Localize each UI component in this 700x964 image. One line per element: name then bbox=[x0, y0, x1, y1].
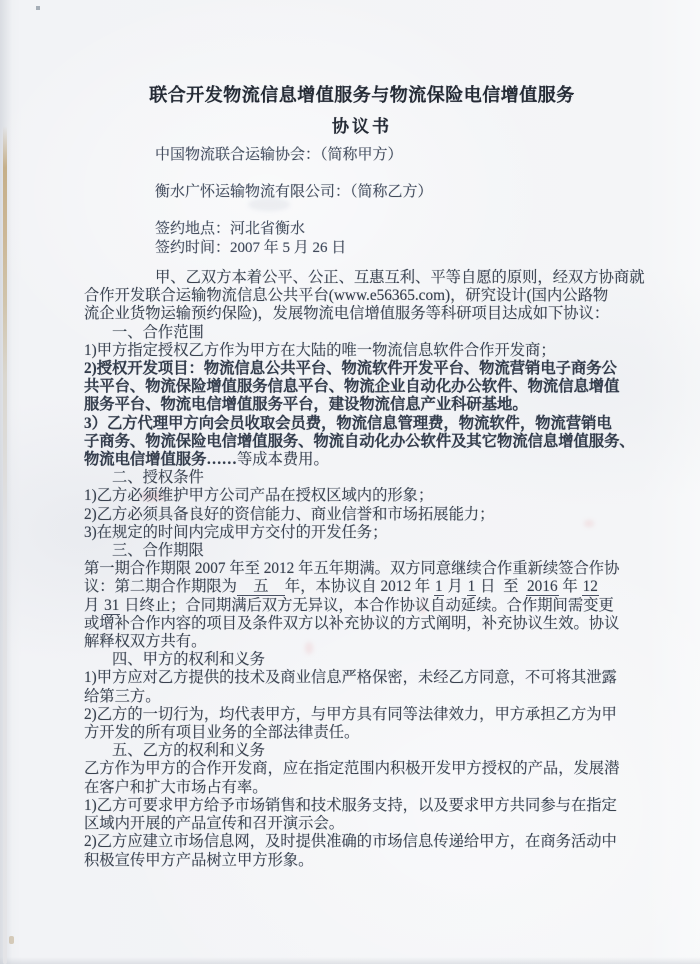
document-title-block bbox=[84, 84, 640, 137]
document-line bbox=[84, 560, 640, 578]
scan-bottom-shadow bbox=[0, 957, 700, 964]
line-text: 1)乙方必须维护甲方公司产品在授权区域内的形象； bbox=[84, 487, 434, 505]
line-text: 在客户和扩大市场占有率。 bbox=[84, 778, 268, 796]
scan-edge-dot bbox=[9, 936, 14, 944]
line-text: 物流电信增值服务…… bbox=[84, 451, 237, 469]
parties-block bbox=[84, 146, 640, 257]
line-text: 流企业货物运输预约保险)，发展物流电信增值服务等科研项目达成如下协议： bbox=[84, 305, 610, 323]
document-line bbox=[84, 287, 640, 305]
line-text: 1)甲方应对乙方提供的技术及商业信息严格保密，未经乙方同意，不可将其泄露 bbox=[84, 669, 617, 687]
line-text: 2)乙方必须具备良好的资信能力、商业信誉和市场拓展能力； bbox=[84, 505, 495, 523]
document-content bbox=[84, 84, 645, 870]
line-text: 1)乙方可要求甲方给予市场销售和技术服务支持，以及要求甲方共同参与在指定 bbox=[84, 796, 617, 814]
line-text: 共平台、物流保险增值服务信息平台、物流企业自动化办公软件、物流信息增值 bbox=[84, 378, 620, 396]
line-text: 甲、乙双方本着公平、公正、互惠互利、平等自愿的原则，经双方协商就 bbox=[155, 269, 645, 286]
document-line bbox=[84, 815, 640, 833]
line-text: 或增补合作内容的项目及条件双方以补充协议的方式阐明，补充协议生效。协议 bbox=[84, 614, 620, 632]
document-line bbox=[84, 797, 640, 815]
line-text: 给第三方。 bbox=[84, 687, 161, 705]
line-text: 方开发的所有项目业务的全部法律责任。 bbox=[84, 724, 360, 742]
line-text: 五、乙方的权利和义务 bbox=[112, 742, 265, 760]
document-line bbox=[84, 378, 640, 396]
line-text: 第一期合作期限 2007 年至 2012 年五年期满。双方同意继续合作重新续签合作协 bbox=[84, 560, 620, 578]
scan-speck bbox=[36, 6, 40, 10]
line-text: 年，本协议自 2012 年 bbox=[284, 578, 435, 596]
line-text: 年 bbox=[558, 578, 582, 596]
party-b-line: 衡水广怀运输物流有限公司：（简称乙方） bbox=[155, 184, 433, 200]
document-line bbox=[84, 542, 640, 560]
document-body bbox=[84, 269, 645, 870]
line-text: 日终止；合同期满后双方无异议，本合作协议自动延续。合作期间需变更 bbox=[120, 596, 614, 614]
document-title: 联合开发物流信息增值服务与物流保险电信增值服务 bbox=[149, 85, 575, 105]
document-line bbox=[84, 415, 640, 433]
document-line bbox=[84, 669, 640, 687]
sign-date-line: 签约时间：2007 年 5 月 26 日 bbox=[155, 239, 347, 256]
line-text: 议：第二期合作期限为 bbox=[84, 578, 237, 596]
line-text: 解释权双方共有。 bbox=[84, 633, 207, 651]
document-line bbox=[84, 506, 640, 524]
document-line bbox=[84, 688, 640, 706]
line-text: 2)乙方的一切行为，均代表甲方，与甲方具有同等法律效力，甲方承担乙方为甲 bbox=[84, 705, 617, 723]
underlined-field: 1 bbox=[467, 578, 476, 596]
underlined-field: 1 bbox=[435, 578, 443, 596]
document-line bbox=[84, 324, 640, 342]
line-text: 一、合作范围 bbox=[112, 323, 204, 341]
document-line bbox=[84, 779, 640, 797]
line-text: 3）乙方代理甲方向会员收取会员费，物流信息管理费，物流软件，物流营销电 bbox=[84, 414, 612, 432]
document-line bbox=[84, 578, 640, 596]
underlined-field: 12 bbox=[582, 578, 598, 596]
document-line bbox=[84, 342, 640, 360]
document-line bbox=[84, 360, 640, 378]
line-text: 2)授权开发项目：物流信息公共平台、物流软件开发平台、物流营销电子商务公 bbox=[84, 360, 617, 378]
document-line bbox=[84, 597, 640, 615]
underlined-field: 五 bbox=[237, 578, 284, 596]
underlined-field: 2016 bbox=[527, 578, 558, 596]
line-text: 月 bbox=[443, 578, 467, 596]
line-text: 积极宣传甲方产品树立甲方形象。 bbox=[84, 851, 314, 869]
line-text: 日 至 bbox=[476, 578, 527, 596]
line-text: 四、甲方的权利和义务 bbox=[112, 651, 265, 669]
document-line bbox=[84, 706, 640, 724]
scan-edge-artifact bbox=[3, 126, 7, 964]
document-line bbox=[84, 396, 640, 414]
line-text: 合作开发联合运输物流信息公共平台(www.e56365.com)，研究设计(国内公路物 bbox=[84, 287, 609, 305]
document-line bbox=[84, 852, 640, 870]
document-line bbox=[84, 833, 640, 851]
line-text: 三、合作期限 bbox=[112, 542, 204, 560]
line-text: 2)乙方应建立市场信息网，及时提供准确的市场信息传递给甲方，在商务活动中 bbox=[84, 833, 617, 851]
document-line bbox=[84, 633, 640, 651]
document-line bbox=[84, 724, 640, 742]
line-text: 区域内开展的产品宣传和召开演示会。 bbox=[84, 815, 345, 833]
document-line bbox=[84, 487, 640, 505]
line-text: 月 bbox=[84, 596, 104, 614]
document-line bbox=[84, 742, 640, 760]
document-line bbox=[84, 469, 640, 487]
sign-place-line: 签约地点：河北省衡水 bbox=[155, 221, 306, 237]
line-text: 子商务、物流保险电信增值服务、物流自动化办公软件及其它物流信息增值服务、 bbox=[84, 432, 635, 450]
line-text: 乙方作为甲方的合作开发商，应在指定范围内积极开发甲方授权的产品，发展潜 bbox=[84, 760, 620, 778]
document-line bbox=[84, 269, 645, 287]
document-line bbox=[84, 305, 640, 323]
document-line bbox=[84, 651, 640, 669]
line-text: 服务平台、物流电信增值服务平台，建设物流信息产业科研基地。 bbox=[84, 396, 528, 414]
document-line bbox=[84, 524, 640, 542]
document-line bbox=[84, 451, 640, 469]
underlined-field: 31 bbox=[104, 596, 120, 614]
document-line bbox=[84, 615, 640, 633]
line-text: 二、授权条件 bbox=[112, 469, 204, 487]
document-line bbox=[84, 433, 640, 451]
document-line bbox=[84, 760, 640, 778]
line-text: 3)在规定的时间内完成甲方交付的开发任务； bbox=[84, 523, 388, 541]
line-text: 1)甲方指定授权乙方作为甲方在大陆的唯一物流信息软件合作开发商； bbox=[84, 341, 556, 359]
line-text: 等成本费用。 bbox=[236, 451, 329, 469]
document-subtitle: 协议书 bbox=[332, 117, 392, 136]
party-a-line: 中国物流联合运输协会：（简称甲方） bbox=[155, 147, 403, 163]
